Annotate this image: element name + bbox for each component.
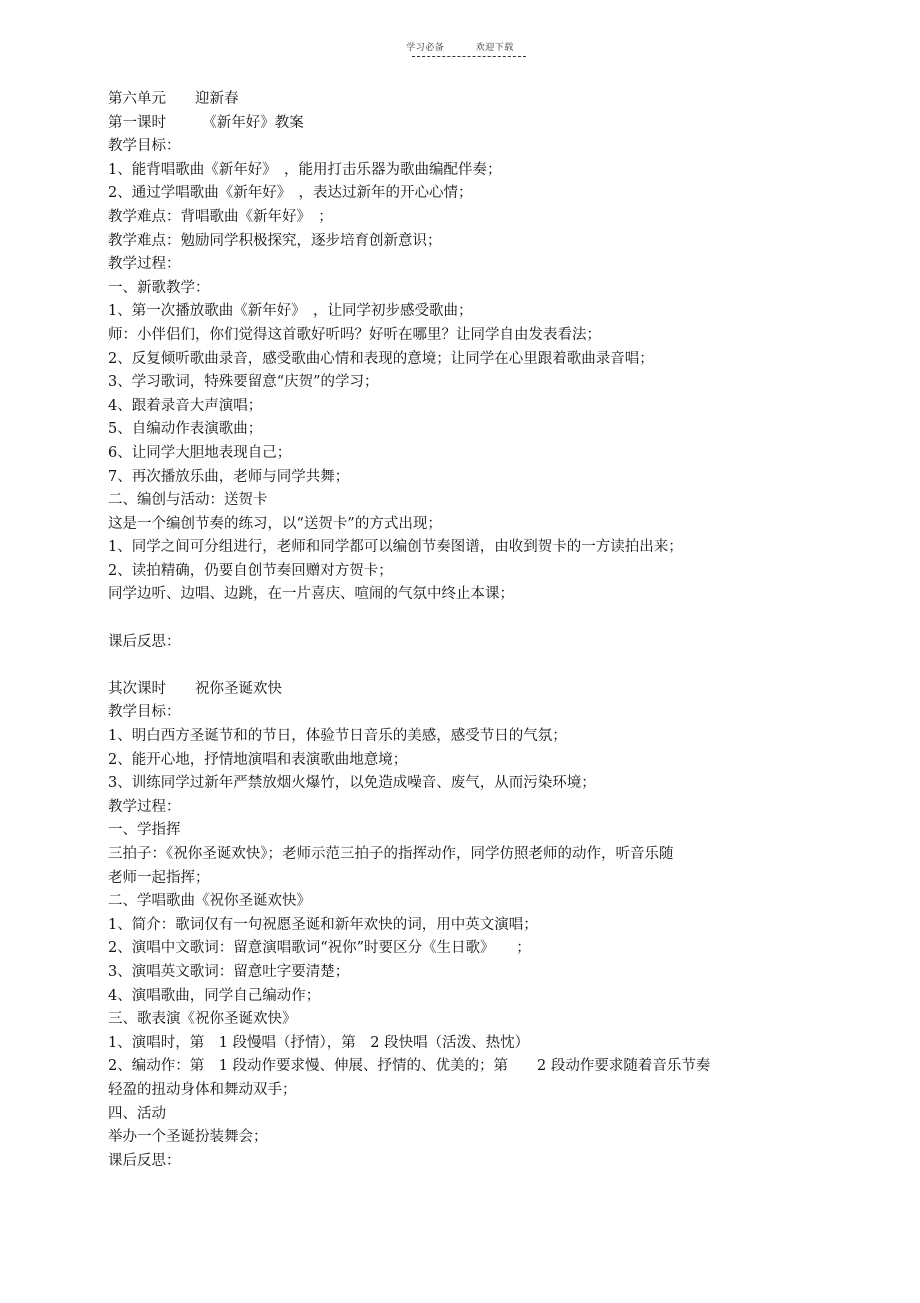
text-line: 1、能背唱歌曲《新年好》 ，能用打击乐器为歌曲编配伴奏； xyxy=(108,161,502,178)
text-line: 3、演唱英文歌词：留意吐字要清楚； xyxy=(108,963,350,980)
blank-line xyxy=(108,654,828,678)
text-line: 2、演唱中文歌词：留意演唱歌词“祝你”时要区分《生日歌》 ； xyxy=(108,940,531,957)
text-line: 三、歌表演《祝你圣诞欢快》 xyxy=(108,1011,297,1028)
section-heading: 教学过程： xyxy=(108,798,181,815)
text-line: 4、跟着录音大声演唱； xyxy=(108,397,263,414)
blank-line xyxy=(108,607,828,631)
text-line: 二、编创与活动：送贺卡 xyxy=(108,492,268,509)
text-line: 1、演唱时，第 1 段慢唱（抒情），第 2 段快唱（活泼、热忱） xyxy=(108,1034,530,1051)
text-line: 3、学习歌词，特殊要留意“庆贺”的学习； xyxy=(108,374,379,391)
section-heading: 教学过程： xyxy=(108,256,181,273)
text-line: 2、反复倾听歌曲录音，感受歌曲心情和表现的意境；让同学在心里跟着歌曲录音唱； xyxy=(108,350,654,367)
text-line: 1、明白西方圣诞节和的节日，体验节日音乐的美感，感受节日的气氛； xyxy=(108,728,567,745)
text-line: 教学难点：勉励同学积极探究，逐步培育创新意识； xyxy=(108,232,442,249)
text-line: 一、学指挥 xyxy=(108,822,181,839)
text-line: 1、第一次播放歌曲《新年好》 ，让同学初步感受歌曲； xyxy=(108,303,473,320)
lesson-2-title: 其次课时 祝你圣诞欢快 xyxy=(108,680,282,697)
text-line: 6、让同学大胆地表现自己； xyxy=(108,444,292,461)
text-line: 4、演唱歌曲，同学自己编动作； xyxy=(108,987,321,1004)
text-line: 三拍子：《祝你圣诞欢快》；老师示范三拍子的指挥动作，同学仿照老师的动作，听音乐随 xyxy=(108,846,674,862)
text-line: 1、同学之间可分组进行，老师和同学都可以编创节奏图谱，由收到贺卡的一方读拍出来； xyxy=(108,539,683,556)
section-heading: 教学目标： xyxy=(108,704,181,721)
text-line: 2、通过学唱歌曲《新年好》 ，表达过新年的开心心情； xyxy=(108,185,473,202)
section-heading: 教学目标： xyxy=(108,138,181,155)
text-line: 7、再次播放乐曲，老师与同学共舞； xyxy=(108,468,350,485)
text-line: 5、自编动作表演歌曲； xyxy=(108,421,263,438)
text-line: 这是一个编创节奏的练习，以“送贺卡”的方式出现； xyxy=(108,515,442,532)
text-line: 轻盈的扭动身体和舞动双手； xyxy=(108,1081,297,1098)
lesson-plan-body xyxy=(108,88,828,1173)
text-line: 四、活动 xyxy=(108,1105,166,1122)
text-line: 老师一起指挥； xyxy=(108,869,210,886)
text-line: 教学难点：背唱歌曲《新年好》 ； xyxy=(108,208,333,225)
header-left-text: 学习必备 xyxy=(406,43,445,53)
unit-title: 第六单元 迎新春 xyxy=(108,91,239,107)
page-header xyxy=(0,40,920,53)
text-line: 举办一个圣诞扮装舞会； xyxy=(108,1129,268,1146)
text-line: 1、简介：歌词仅有一句祝愿圣诞和新年欢快的词，用中英文演唱； xyxy=(108,916,538,933)
header-divider xyxy=(412,56,526,57)
lesson-1-title: 第一课时 《新年好》教案 xyxy=(108,114,304,131)
header-right-text: 欢迎下载 xyxy=(475,43,514,53)
text-line: 3、训练同学过新年严禁放烟火爆竹，以免造成噪音、废气，从而污染环境； xyxy=(108,775,596,792)
text-line: 二、学唱歌曲《祝你圣诞欢快》 xyxy=(108,893,311,910)
text-line: 师：小伴侣们，你们觉得这首歌好听吗？好听在哪里？让同学自由发表看法； xyxy=(108,326,601,343)
text-line: 2、读拍精确，仍要自创节奏回赠对方贺卡； xyxy=(108,562,393,579)
text-line: 同学边听、边唱、边跳，在一片喜庆、喧闹的气氛中终止本课； xyxy=(108,586,514,603)
text-line: 2、编动作：第 1 段动作要求慢、伸展、抒情的、优美的；第 2 段动作要求随着音乐节奏 xyxy=(108,1058,711,1075)
text-line: 一、新歌教学： xyxy=(108,279,210,296)
reflection-heading: 课后反思： xyxy=(108,633,181,650)
reflection-heading: 课后反思： xyxy=(108,1152,181,1169)
text-line: 2、能开心地，抒情地演唱和表演歌曲地意境； xyxy=(108,751,408,768)
